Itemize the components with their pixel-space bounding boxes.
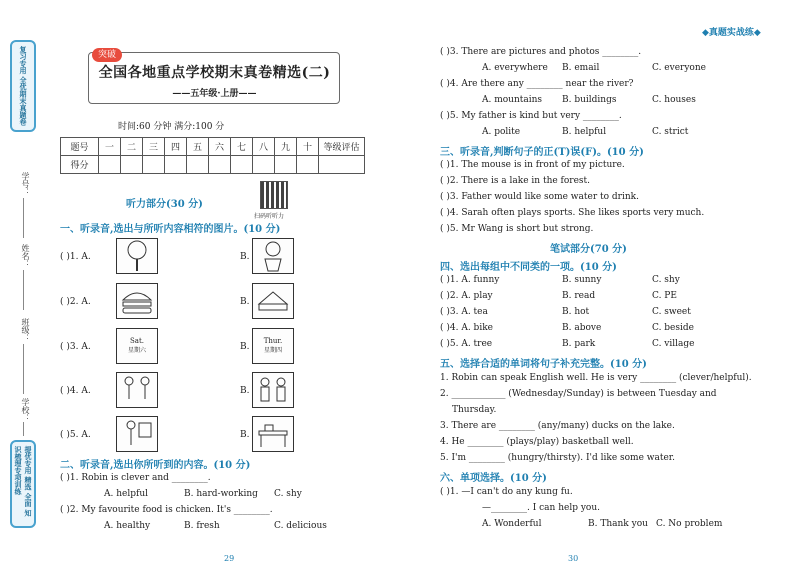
part4-q2-c[interactable]: C. PE — [652, 291, 677, 301]
part5-q1: 1. Robin can speak English well. He is very ________ (clever/helpful). — [440, 373, 752, 383]
name-line[interactable] — [23, 270, 24, 310]
school-label: 学校： — [21, 398, 30, 422]
calendar-b-day: Thur. — [263, 337, 283, 345]
spine-bottom-text: 提优专用 精选 全面 知识梳理专项训练 — [14, 446, 33, 517]
score-input[interactable] — [319, 156, 365, 174]
score-cell: 七 — [231, 138, 253, 156]
part3-q2: ( )2. There is a lake in the forest. — [440, 176, 591, 186]
part2-q2-a[interactable]: A. healthy — [104, 521, 151, 531]
part2-q5-b[interactable]: B. helpful — [562, 127, 607, 137]
score-table — [60, 137, 365, 174]
part5-q5: 5. I'm ________ (hungry/thirsty). I'd like some water. — [440, 453, 675, 463]
score-input[interactable] — [297, 156, 319, 174]
part2-q2-b[interactable]: B. fresh — [184, 521, 220, 531]
score-cell: 一 — [99, 138, 121, 156]
tree-picture — [116, 238, 158, 274]
part1-q1-b: B. — [240, 252, 250, 262]
part2-q4-a[interactable]: A. mountains — [482, 95, 543, 105]
part6-q1-c[interactable]: C. No problem — [656, 519, 723, 529]
part6-q1: ( )1. —I can't do any kung fu. — [440, 487, 573, 497]
part4-q1-b[interactable]: B. sunny — [562, 275, 602, 285]
part3-q3: ( )3. Father would like some water to drink. — [440, 192, 639, 202]
children-playing-picture — [116, 372, 158, 408]
part2-q5-a[interactable]: A. polite — [482, 127, 521, 137]
part2-q4: ( )4. Are there any ________ near the river? — [440, 79, 634, 89]
part2-q4-b[interactable]: B. buildings — [562, 95, 617, 105]
score-input[interactable] — [275, 156, 297, 174]
part4-q3: ( )3. A. tea — [440, 307, 488, 317]
calendar-a-picture — [116, 328, 158, 364]
part2-q3-a[interactable]: A. everywhere — [482, 63, 548, 73]
part1-q1: ( )1. A. — [60, 252, 91, 262]
people-icon — [253, 373, 293, 407]
part4-q2: ( )2. A. play — [440, 291, 493, 301]
score-input[interactable] — [187, 156, 209, 174]
part3-q5: ( )5. Mr Wang is short but strong. — [440, 224, 594, 234]
score-input[interactable] — [253, 156, 275, 174]
tree-icon — [117, 239, 157, 273]
time-info: 时间:60 分钟 满分:100 分 — [118, 122, 225, 132]
part1-q4: ( )4. A. — [60, 386, 91, 396]
sandwich-icon — [253, 284, 293, 318]
boy-icon — [117, 417, 157, 451]
score-input[interactable] — [121, 156, 143, 174]
part6-q1-b[interactable]: B. Thank you — [588, 519, 648, 529]
right-page — [400, 0, 800, 576]
people-talking-picture — [252, 372, 294, 408]
score-input[interactable] — [99, 156, 121, 174]
part2-q1: ( )1. Robin is clever and ________. — [60, 473, 211, 483]
exam-subtitle: ——五年级·上册—— — [172, 89, 257, 99]
written-title: 笔试部分(70 分) — [550, 244, 627, 255]
children-icon — [117, 373, 157, 407]
part2-q3-c[interactable]: C. everyone — [652, 63, 706, 73]
score-cell: 题号 — [61, 138, 99, 156]
calendar-a-day: Sat. — [129, 337, 144, 345]
part1-q3: ( )3. A. — [60, 342, 91, 352]
score-cell: 九 — [275, 138, 297, 156]
score-cell: 二 — [121, 138, 143, 156]
corner-tag: ◆真题实战练◆ — [702, 28, 761, 38]
part1-q5: ( )5. A. — [60, 430, 91, 440]
part2-q2: ( )2. My favourite food is chicken. It's ________. — [60, 505, 273, 515]
part3-q1: ( )1. The mouse is in front of my picture. — [440, 160, 625, 170]
part1-title: 一、听录音,选出与所听内容相符的图片。(10 分) — [60, 224, 281, 235]
score-input[interactable] — [143, 156, 165, 174]
part2-q1-a[interactable]: A. helpful — [104, 489, 148, 499]
part4-q5-b[interactable]: B. park — [562, 339, 596, 349]
part5-q2-cont: Thursday. — [452, 405, 497, 415]
hamburger-picture — [116, 283, 158, 319]
score-cell: 十 — [297, 138, 319, 156]
part5-q2: 2. ____________ (Wednesday/Sunday) is between Tuesday and — [440, 389, 717, 399]
spine-bottom-tab — [10, 440, 36, 528]
part6-q1-a[interactable]: A. Wonderful — [482, 519, 542, 529]
calendar-a-cn: 星期六 — [127, 347, 146, 354]
spine-top-tab — [10, 40, 36, 132]
score-input[interactable] — [209, 156, 231, 174]
part4-q2-b[interactable]: B. read — [562, 291, 596, 301]
part4-q3-c[interactable]: C. sweet — [652, 307, 691, 317]
part1-q3-b: B. — [240, 342, 250, 352]
part6-title: 六、单项选择。(10 分) — [440, 473, 547, 484]
part4-q5: ( )5. A. tree — [440, 339, 493, 349]
part2-q3-b[interactable]: B. email — [562, 63, 600, 73]
badge: 突破 — [92, 48, 122, 62]
calendar-b-picture — [252, 328, 294, 364]
score-cell: 四 — [165, 138, 187, 156]
part4-q1: ( )1. A. funny — [440, 275, 500, 285]
part4-title: 四、选出每组中不同类的一项。(10 分) — [440, 262, 617, 273]
part5-q3: 3. There are ________ (any/many) ducks on the lake. — [440, 421, 675, 431]
score-input[interactable] — [165, 156, 187, 174]
part2-q4-c[interactable]: C. houses — [652, 95, 696, 105]
part2-title: 二、听录音,选出你所听到的内容。(10 分) — [60, 460, 251, 471]
score-cell: 五 — [187, 138, 209, 156]
part2-q1-b[interactable]: B. hard-working — [184, 489, 258, 499]
part2-q3: ( )3. There are pictures and photos ________. — [440, 47, 642, 57]
score-cell: 六 — [209, 138, 231, 156]
school-line[interactable] — [23, 422, 24, 436]
score-cell: 三 — [143, 138, 165, 156]
part3-title: 三、听录音,判断句子的正(T)误(F)。(10 分) — [440, 147, 644, 158]
part2-q1-c[interactable]: C. shy — [274, 489, 302, 499]
part4-q4-c[interactable]: C. beside — [652, 323, 694, 333]
boy-painting-picture — [116, 416, 158, 452]
qr-code-icon[interactable] — [260, 181, 288, 209]
score-input[interactable] — [231, 156, 253, 174]
left-page-number: 29 — [224, 554, 235, 563]
listening-title: 听力部分(30 分) — [126, 199, 203, 210]
part4-q3-b[interactable]: B. hot — [562, 307, 590, 317]
spine-top-text: 复习专用 全优期末真题卷 — [19, 46, 28, 126]
student-id-line[interactable] — [23, 198, 24, 238]
desk-icon — [253, 417, 293, 451]
score-cell: 等级评估 — [319, 138, 365, 156]
part3-q4: ( )4. Sarah often plays sports. She likes sports very much. — [440, 208, 705, 218]
part1-q2: ( )2. A. — [60, 297, 91, 307]
part1-q2-b: B. — [240, 297, 250, 307]
part2-q2-c[interactable]: C. delicious — [274, 521, 327, 531]
sandwich-picture — [252, 283, 294, 319]
class-line[interactable] — [23, 344, 24, 394]
hamburger-icon — [117, 284, 157, 318]
class-label: 班级： — [21, 318, 30, 342]
right-page-number: 30 — [568, 554, 579, 563]
part1-q5-b: B. — [240, 430, 250, 440]
part2-q5: ( )5. My father is kind but very ________. — [440, 111, 622, 121]
exam-title: 全国各地重点学校期末真卷精选(二) — [98, 65, 331, 81]
part2-q5-c[interactable]: C. strict — [652, 127, 689, 137]
part4-q5-c[interactable]: C. village — [652, 339, 695, 349]
part4-q4: ( )4. A. bike — [440, 323, 493, 333]
part1-q4-b: B. — [240, 386, 250, 396]
flower-icon — [253, 239, 293, 273]
score-row-label: 得分 — [61, 156, 99, 174]
part4-q1-c[interactable]: C. shy — [652, 275, 680, 285]
score-table-score-row — [61, 156, 365, 174]
desk-picture — [252, 416, 294, 452]
student-id-label: 学号： — [21, 172, 30, 196]
name-label: 姓名： — [21, 244, 30, 268]
score-cell: 八 — [253, 138, 275, 156]
flower-pot-picture — [252, 238, 294, 274]
part6-q1-reply: —________. I can help you. — [482, 503, 600, 513]
part4-q4-b[interactable]: B. above — [562, 323, 602, 333]
calendar-b-cn: 星期四 — [263, 347, 282, 354]
qr-label: 扫码听听力 — [254, 213, 285, 220]
score-table-header-row — [61, 138, 365, 156]
part5-title: 五、选择合适的单词将句子补充完整。(10 分) — [440, 359, 647, 370]
part5-q4: 4. He ________ (plays/play) basketball well. — [440, 437, 634, 447]
